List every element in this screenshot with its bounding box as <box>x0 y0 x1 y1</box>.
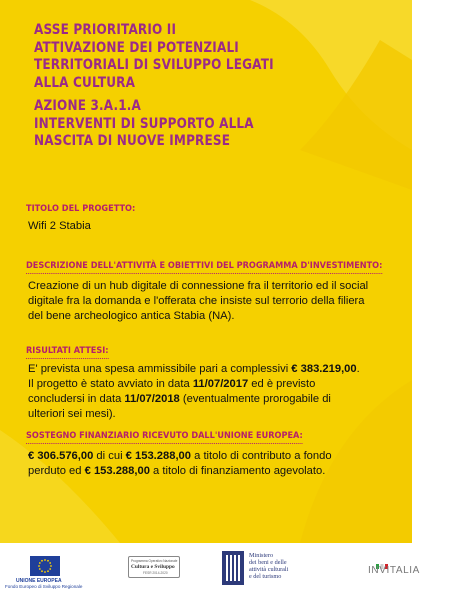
grant-amount: € 153.288,00 <box>125 450 191 462</box>
results-text-part: . <box>356 363 360 375</box>
pon-small-text: Programma Operativo Nazionale <box>131 559 178 563</box>
description-heading: DESCRIZIONE DELL'ATTIVITÀ E OBIETTIVI DEL PROGRAMMA D'INVESTIMENTO: <box>26 261 382 274</box>
funding-amount: € 306.576,00 <box>28 450 94 462</box>
pon-logo <box>128 556 180 578</box>
results-text-part: concludersi in data <box>28 393 125 405</box>
pon-main-text: Cultura e Sviluppo <box>131 564 175 570</box>
eu-fund-caption: Fondo Europeo di Sviluppo Regionale <box>5 584 83 589</box>
loan-amount: € 153.288,00 <box>84 465 150 477</box>
results-heading: RISULTATI ATTESI: <box>26 346 109 359</box>
results-line <box>28 362 398 377</box>
mibact-text <box>249 552 288 580</box>
funding-heading: SOSTEGNO FINANZIARIO RICEVUTO DALL'UNIONE EUROPEA: <box>26 431 303 444</box>
results-text <box>28 362 398 422</box>
title-block <box>34 22 344 151</box>
eu-caption: UNIONE EUROPEA <box>16 578 62 584</box>
results-line: ulteriori sei mesi). <box>28 408 116 420</box>
results-text-part: E' prevista una spesa ammissibile pari a complessivi <box>28 363 292 375</box>
title-line: TERRITORIALI DI SVILUPPO LEGATI <box>34 57 274 73</box>
results-line <box>28 377 398 392</box>
project-name <box>28 219 398 234</box>
description-line: Creazione di un hub digitale di connessione fra il territorio ed il social <box>28 280 369 292</box>
description-text <box>28 279 398 324</box>
description-line: digitale fra la domanda e l'offerata che insiste sul terrorio della filiera <box>28 295 365 307</box>
pon-years-text: FESR 2014-2020 <box>143 571 168 575</box>
mibact-line: dei beni e delle <box>249 559 287 566</box>
italian-flag-bars-icon <box>376 556 388 561</box>
mibact-line: e del turismo <box>249 573 282 580</box>
title-line: ATTIVAZIONE DEI POTENZIALI <box>34 39 239 56</box>
funding-text <box>28 449 398 479</box>
results-text-part: Il progetto è stato avviato in data <box>28 378 193 390</box>
eu-flag-icon <box>30 556 60 576</box>
funding-line <box>28 464 398 479</box>
mibact-line: attività culturali <box>249 566 289 573</box>
title-line: ASSE PRIORITARIO II <box>34 22 177 38</box>
action-line: INTERVENTI DI SUPPORTO ALLA <box>34 115 254 132</box>
invitalia-logo: INVITALIA <box>368 565 420 576</box>
funding-text-part: di cui <box>93 450 126 462</box>
funding-line <box>28 449 398 464</box>
results-text-part: ed è previsto <box>248 378 316 390</box>
results-text-part: (eventualmente prorogabile di <box>179 393 331 405</box>
results-line <box>28 392 398 407</box>
project-name-text: Wifi 2 Stabia <box>28 220 91 232</box>
end-date: 11/07/2018 <box>124 393 180 405</box>
start-date: 11/07/2017 <box>192 378 249 390</box>
title-line: ALLA CULTURA <box>34 74 136 91</box>
action-line: NASCITA DI NUOVE IMPRESE <box>34 133 231 149</box>
project-heading: TITOLO DEL PROGETTO: <box>26 204 136 214</box>
mibact-line: Ministero <box>249 552 274 559</box>
funding-text-part: a titolo di finanziamento agevolato. <box>149 465 326 477</box>
total-amount: € 383.219,00 <box>291 363 357 375</box>
funding-text-part: a titolo di contributo a fondo <box>191 450 332 462</box>
funding-text-part: perduto ed <box>28 465 85 477</box>
description-line: del bene archeologico antica Stabia (NA). <box>28 310 235 322</box>
mibact-logo-icon <box>222 551 244 585</box>
action-line: AZIONE 3.A.1.A <box>34 98 142 114</box>
